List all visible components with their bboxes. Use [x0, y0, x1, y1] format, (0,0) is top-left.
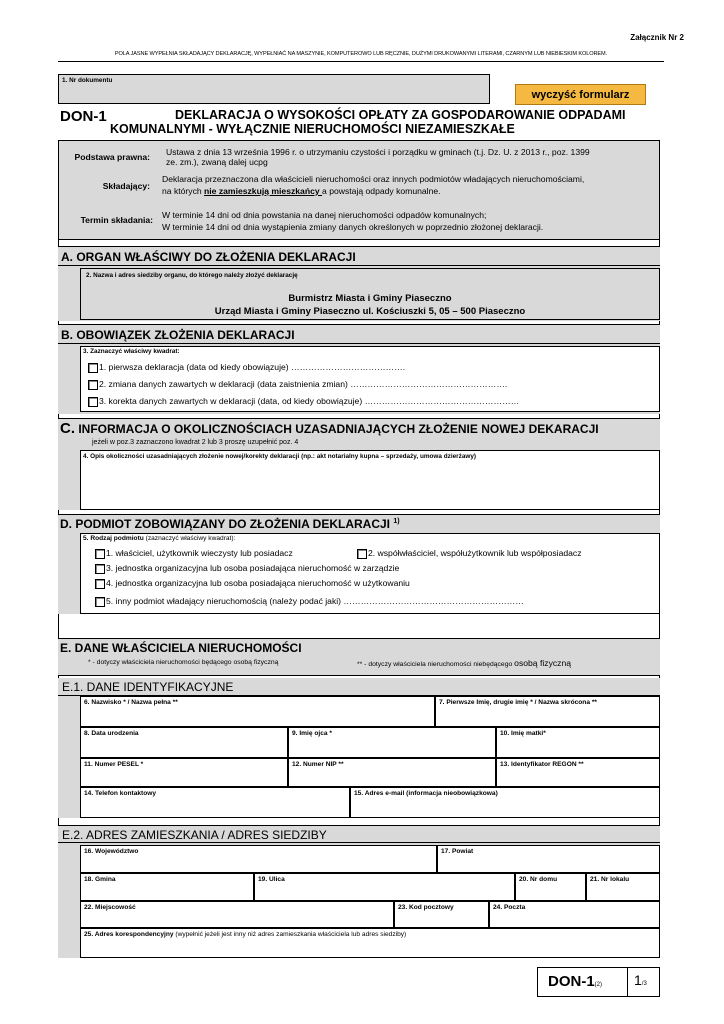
field-correspondence-address[interactable]: 25. Adres korespondencyjny (wypełnić jeżeli jest inny niż adres zamieszkania właściciela lub adres siedziby) [80, 928, 660, 958]
option-first-declaration[interactable]: 1. pierwsza deklaracja (data od kiedy obowiązuje) …………………………………. [88, 362, 405, 373]
option-co-owner[interactable]: 2. współwłaściciel, współużytkownik lub współposiadacz [357, 548, 582, 559]
option-owner[interactable]: 1. właściciel, użytkownik wieczysty lub posiadacz [95, 548, 293, 559]
checkbox-first-declaration[interactable] [88, 363, 98, 373]
field-nip[interactable]: 12. Numer NIP ** [288, 758, 496, 787]
field-city[interactable]: 22. Miejscowość [80, 901, 394, 928]
checkbox-owner[interactable] [95, 549, 105, 559]
field-first-name[interactable]: 7. Pierwsze Imię, drugie imię * / Nazwa skrócona ** [435, 696, 660, 727]
checkbox-management[interactable] [95, 564, 105, 574]
filer-label: Składający: [102, 181, 150, 191]
option-other[interactable]: 5. inny podmiot władający nieruchomością (należy podać jaki) ……………………………………………………… [95, 596, 524, 607]
subject-type-label: 5. Rodzaj podmiotu (zaznaczyć właściwy kwadrat): [83, 535, 236, 542]
field-voivodeship[interactable]: 16. Województwo [80, 845, 437, 873]
field-birth-date[interactable]: 8. Data urodzenia [80, 727, 288, 758]
field-street[interactable]: 19. Ulica [254, 873, 515, 901]
declaration-type-label: 3. Zaznaczyć właściwy kwadrat: [83, 348, 180, 355]
doc-number-label: 1. Nr dokumentu [62, 77, 113, 84]
section-b-title: B. OBOWIĄZEK ZŁOŻENIA DEKLARACJI [58, 324, 660, 344]
field-county[interactable]: 17. Powiat [437, 845, 660, 873]
section-c-title: C. INFORMACJA O OKOLICZNOŚCIACH UZASADNIAJĄCYCH ZŁOŻENIE NOWEJ DEKARACJI [60, 420, 599, 437]
section-e1-title: E.1. DANE IDENTYFIKACYJNE [58, 678, 660, 696]
field-surname[interactable]: 6. Nazwisko * / Nazwa pełna ** [80, 696, 435, 727]
legal-basis-text-2: ze. zm.), zwaną dalej ucpg [166, 157, 268, 167]
checkbox-correction-declaration[interactable] [88, 397, 98, 407]
section-a-title: A. ORGAN WŁAŚCIWY DO ZŁOŻENIA DEKLARACJI [58, 246, 660, 266]
page-number: 1/3 [634, 972, 647, 988]
deadline-label: Termin składania: [80, 215, 153, 225]
organ-name: Burmistrz Miasta i Gminy Piaseczno [288, 293, 452, 304]
checkbox-co-owner[interactable] [357, 549, 367, 559]
deadline-text-2: W terminie 14 dni od dnia wystąpienia zmiany danych określonych w poprzednio złożonej deklaracji. [162, 222, 544, 232]
option-correction-declaration[interactable]: 3. korekta danych zawartych w deklaracji (data, od kiedy obowiązuje) ……………………………………………… [88, 396, 519, 407]
field-post-office[interactable]: 24. Poczta [489, 901, 660, 928]
option-management[interactable]: 3. jednostka organizacyjna lub osoba posiadająca nieruchomość w zarządzie [95, 563, 399, 574]
field-house-no[interactable]: 20. Nr domu [515, 873, 586, 901]
deadline-text-1: W terminie 14 dni od dnia powstania na danej nieruchomości odpadów komunalnych; [162, 210, 487, 220]
divider [58, 61, 664, 62]
option-change-declaration[interactable]: 2. zmiana danych zawartych w deklaracji (data zaistnienia zmian) ………………………………………………. [88, 379, 507, 390]
footer-form-code: DON-1(2) [548, 973, 603, 990]
doc-number-field[interactable] [58, 74, 490, 104]
field-postal-code[interactable]: 23. Kod pocztowy [394, 901, 489, 928]
section-e-title: E. DANE WŁAŚCICIELA NIERUCHOMOŚCI [60, 641, 302, 655]
circumstances-label: 4. Opis okoliczności uzasadniających złożenie nowej/korekty deklaracji (np.: akt notarialny kupna – sprzedaży, umowa dzierżawy) [83, 453, 477, 460]
legal-basis-text-1: Ustawa z dnia 13 września 1996 r. o utrzymaniu czystości i porządku w gminach (t.j. Dz. U. z 2013 r., poz. 1399 [166, 147, 590, 157]
filer-text-2: na których nie zamieszkują mieszkańcy a powstają odpady komunalne. [162, 186, 441, 196]
page-footer [537, 967, 660, 997]
field-pesel[interactable]: 11. Numer PESEL * [80, 758, 288, 787]
field-mother-name[interactable]: 10. Imię matki* [496, 727, 660, 758]
form-title-line2: KOMUNALNYMI - WYŁĄCZNIE NIERUCHOMOŚCI NIEZAMIESZKAŁE [110, 122, 515, 136]
checkbox-usage[interactable] [95, 579, 105, 589]
footer-divider [627, 968, 628, 996]
section-c-hint: jeżeli w poz.3 zaznaczono kwadrat 2 lub 3 proszę uzupełnić poz. 4 [92, 439, 299, 446]
option-usage[interactable]: 4. jednostka organizacyjna lub osoba posiadająca nieruchomość w użytkowaniu [95, 578, 410, 589]
annex-label: Załącznik Nr 2 [630, 33, 684, 42]
checkbox-change-declaration[interactable] [88, 380, 98, 390]
filer-text-1: Deklaracja przeznaczona dla właścicieli nieruchomości oraz innych podmiotów władających nieruchomościami, [162, 174, 585, 184]
field-apartment-no[interactable]: 21. Nr lokalu [586, 873, 660, 901]
section-e-note-legal: ** - dotyczy właściciela nieruchomości niebędącego osobą fizyczną [357, 658, 572, 668]
section-d-title: D. PODMIOT ZOBOWIĄZANY DO ZŁOŻENIA DEKLARACJI $^{1)}$ [60, 517, 400, 531]
field-phone[interactable]: 14. Telefon kontaktowy [80, 787, 350, 818]
organ-address: Urząd Miasta i Gminy Piaseczno ul. Kościuszki 5, 05 – 500 Piaseczno [214, 306, 526, 317]
filling-instructions: POLA JASNE WYPEŁNIA SKŁADAJĄCY DEKLARACJĘ, WYPEŁNIAĆ NA MASZYNIE, KOMPUTEROWO LUB RĘCZNIE, DUŻYMI DRUKOWANYMI LITERAMI, CZARNYM LUB NIEBIESKIM KOLOREM. [114, 51, 608, 57]
form-code: DON-1 [60, 108, 107, 125]
organ-field-label: 2. Nazwa i adres siedziby organu, do którego należy złożyć deklarację [86, 272, 298, 279]
field-email[interactable]: 15. Adres e-mail (informacja nieobowiązkowa) [350, 787, 660, 818]
field-commune[interactable]: 18. Gmina [80, 873, 254, 901]
field-regon[interactable]: 13. Identyfikator REGON ** [496, 758, 660, 787]
checkbox-other[interactable] [95, 597, 105, 607]
field-father-name[interactable]: 9. Imię ojca * [288, 727, 496, 758]
form-title-line1: DEKLARACJA O WYSOKOŚCI OPŁATY ZA GOSPODAROWANIE ODPADAMI [175, 108, 626, 122]
section-e-note-natural: * - dotyczy właściciela nieruchomości będącego osobą fizyczną [88, 659, 279, 666]
section-e2-title: E.2. ADRES ZAMIESZKANIA / ADRES SIEDZIBY [58, 825, 660, 843]
legal-basis-label: Podstawa prawna: [74, 152, 150, 162]
clear-form-button[interactable]: wyczyść formularz [515, 84, 646, 105]
